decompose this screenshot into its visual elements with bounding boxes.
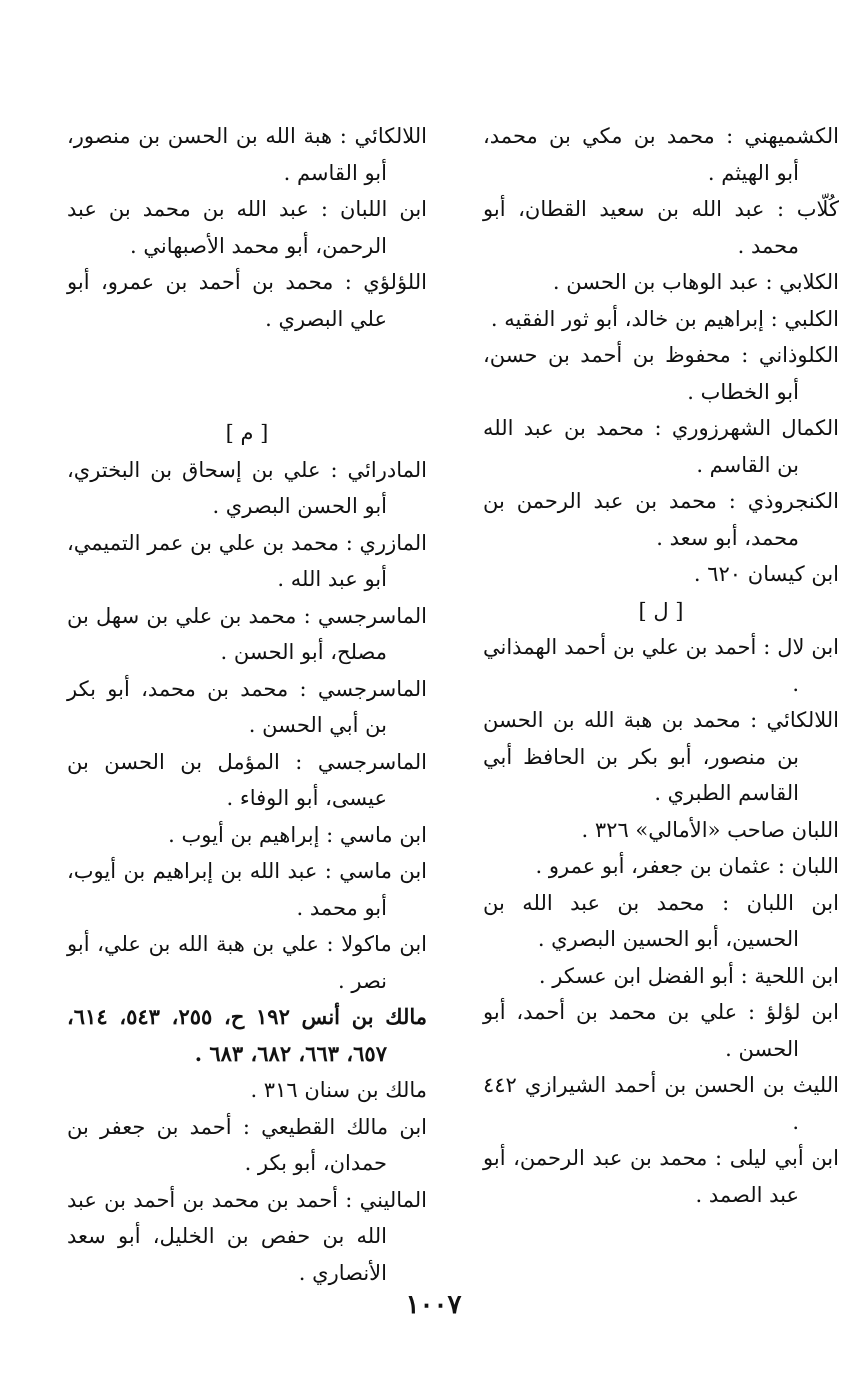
index-entry: الكلابي : عبد الوهاب بن الحسن .	[552, 270, 839, 294]
index-entry: الليث بن الحسن بن أحمد الشيرازي ٤٤٢ .	[483, 1073, 839, 1134]
index-entry: اللبان صاحب «الأمالي» ٣٢٦ .	[581, 817, 839, 842]
index-entry: الماسرجسي : المؤمل بن الحسن بن عيسى، أبو الوفاء .	[67, 749, 427, 810]
index-entry: ابن لؤلؤ : علي بن محمد بن أحمد، أبو الحسن .	[483, 1000, 839, 1061]
column-spacer	[67, 358, 427, 394]
index-entry: اللبان : عثمان بن جعفر، أبو عمرو .	[535, 854, 839, 878]
index-entry: الماسرجسي : محمد بن محمد، أبو بكر بن أبي الحسن .	[67, 676, 427, 737]
index-entry: ابن ماسي : إبراهيم بن أيوب .	[168, 822, 427, 847]
index-entry: الكمال الشهرزوري : محمد بن عبد الله بن القاسم .	[483, 416, 839, 477]
index-entry: ابن لال : أحمد بن علي بن أحمد الهمذاني .	[483, 635, 839, 696]
index-entry: ابن اللبان : عبد الله بن محمد بن عبد الرحمن، أبو محمد الأصبهاني .	[67, 197, 427, 258]
index-entry: مالك بن سنان ٣١٦ .	[250, 1078, 427, 1102]
index-entry: الماليني : أحمد بن محمد بن أحمد بن عبد الله بن حفص بن الخليل، أبو سعد الأنصاري .	[67, 1187, 427, 1285]
section-heading: [ م ]	[225, 421, 269, 445]
left-column	[67, 118, 427, 1291]
index-entry: ابن أبي ليلى : محمد بن عبد الرحمن، أبو عبد الصمد .	[483, 1146, 839, 1207]
index-entry: ابن كيسان ٦٢٠ .	[693, 562, 839, 586]
section-heading: [ ل ]	[638, 598, 684, 623]
index-entry: ابن اللبان : محمد بن عبد الله بن الحسين، أبو الحسين البصري .	[483, 890, 839, 951]
index-entry: ابن مالك القطيعي : أحمد بن جعفر بن حمدان، أبو بكر .	[67, 1114, 427, 1175]
right-column	[483, 118, 839, 1213]
index-entry: كُلّاب : عبد الله بن سعيد القطان، أبو محمد .	[483, 197, 839, 258]
index-entry: ابن اللحية : أبو الفضل ابن عسكر .	[538, 963, 839, 988]
index-entry: ابن ماسي : عبد الله بن إبراهيم بن أيوب، أبو محمد .	[67, 859, 427, 920]
index-entry: الكلوذاني : محفوظ بن أحمد بن حسن، أبو الخطاب .	[483, 343, 839, 404]
index-entry: المادرائي : علي بن إسحاق بن البختري، أبو الحسن البصري .	[67, 457, 427, 518]
index-entry: اللالكائي : هبة الله بن الحسن بن منصور، أبو القاسم .	[67, 124, 427, 185]
index-entry: ابن ماكولا : علي بن هبة الله بن علي، أبو نصر .	[67, 932, 427, 993]
index-entry: الكلبي : إبراهيم بن خالد، أبو ثور الفقيه .	[490, 306, 839, 331]
index-entry: اللالكائي : محمد بن هبة الله بن الحسن بن منصور، أبو بكر بن الحافظ أبي القاسم الطبري .	[483, 708, 839, 805]
index-entry: اللؤلؤي : محمد بن أحمد بن عمرو، أبو علي البصري .	[67, 270, 427, 331]
index-entry: المازري : محمد بن علي بن عمر التميمي، أبو عبد الله .	[67, 530, 427, 591]
index-entry: الماسرجسي : محمد بن علي بن سهل بن مصلح، أبو الحسن .	[67, 603, 427, 664]
index-entry: الكشميهني : محمد بن مكي بن محمد، أبو الهيثم .	[483, 124, 839, 185]
page-number: ١٠٠٧	[405, 1290, 462, 1320]
index-entry: الكنجروذي : محمد بن عبد الرحمن بن محمد، أبو سعد .	[483, 489, 839, 550]
index-entry: مالك بن أنس ١٩٢ ح، ٢٥٥، ٥٤٣، ٦١٤، ٦٥٧، ٦٦٣، ٦٨٢، ٦٨٣ .	[67, 1004, 427, 1066]
